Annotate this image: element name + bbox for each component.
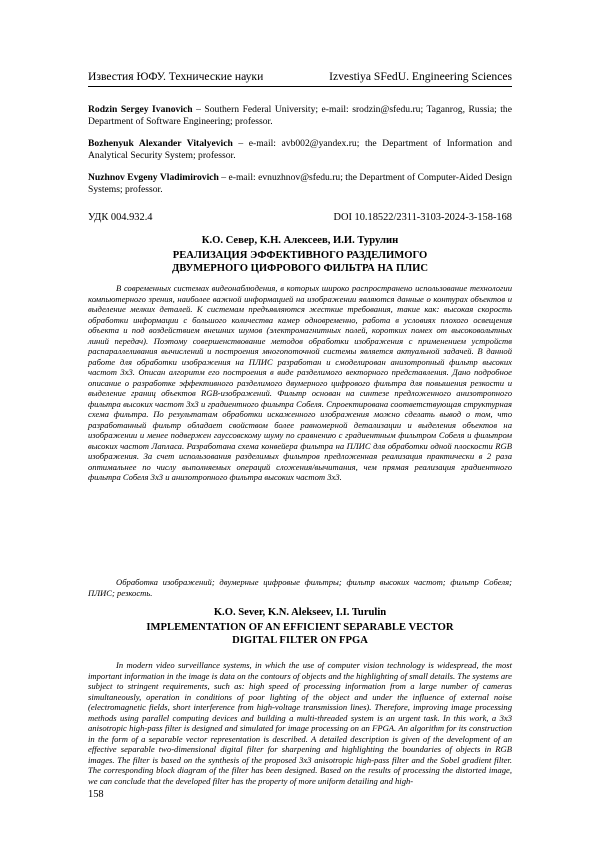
page-number: 158 [88, 789, 104, 800]
abstract-ru: В современных системах видеонаблюдения, в которых широко распространено использование технологии компьютерного зрения, наиболее важной информацией на изображении являются данные о контурах объектов и выделение мелких деталей. К системам предъявляются жесткие требования, такие как: высокая скорость обработки информации с большого количества камер одновременно, работа в условиях плохого освещения объекта и под воздействием внешних шумов (электромагнитных полей, коротких помех от высоковольтных линий передач). Поэтому совершенствование методов обработки изображения с применением устройств распараллеливания вычислений и построения многопоточной системы является актуальной задачей. В данной работе для обработки изображения на ПЛИС разработан и смоделирован анизотропный фильтр высоких частот 3x3. Описан алгоритм его построения в виде разделимого векторного представления. Дано подробное описание о разработке эффективного разделимого двумерного цифрового фильтра для повышения резкости и выделение границ объектов RGB-изображений. Фильтр основан на синтезе предложенного анизотропного фильтра высоких частот 3x3 и градиентного фильтра Собеля. Спроектирована соответствующая структурная схема фильтра. По результатам обработки искаженного изображения можно сделать вывод о том, что разработанный фильтр обладает свойством более равномерной детализации и выделения объектов на изображении и менее подвержен гауссовскому шуму по сравнению с градиентным фильтром Собеля и фильтром высоких частот Лапласа. Разработана схема конвейера фильтра на ПЛИС для обработки одной плоскости RGB изображения. За счет использования разделимых фильтров предложенная реализация практически в 2 раза оптимальнее по числу выполняемых операций сложения/вычитания, чем прямая реализация градиентного фильтра Собеля 3x3 и анизотропного фильтра высоких частот 3x3. [88, 283, 512, 482]
author-name: Rodzin Sergey Ivanovich [88, 104, 193, 115]
article-authors-en: K.O. Sever, K.N. Alekseev, I.I. Turulin [213, 607, 387, 618]
udk-code: УДК 004.932.4 [88, 212, 153, 223]
author-details: – e-mail: avb002@yandex.ru; the Department of Information and Analytical Security System; professor. [88, 138, 512, 161]
author-name: Nuzhnov Evgeny Vladimirovich [88, 172, 219, 183]
header-rule [88, 86, 512, 87]
article-authors-ru: К.О. Север, К.Н. Алексеев, И.И. Турулин [201, 235, 399, 246]
reference-row [88, 211, 512, 224]
author-info-1 [88, 104, 512, 128]
keywords-ru: Обработка изображений; двумерные цифровые фильтры; фильтр высоких частот; фильтр Собеля; ПЛИС; резкость. [88, 577, 512, 598]
running-header [88, 66, 512, 84]
author-info-3 [88, 172, 512, 196]
doi-code: DOI 10.18522/2311-3103-2024-3-158-168 [333, 212, 512, 223]
article-title-en: IMPLEMENTATION OF AN EFFICIENT SEPARABLE VECTOR DIGITAL FILTER ON FPGA [146, 622, 454, 646]
author-info-2 [88, 138, 512, 162]
header-journal-en: Izvestiya SFedU. Engineering Sciences [329, 70, 512, 83]
author-details: – e-mail: evnuzhnov@sfedu.ru; the Department of Computer-Aided Design Systems; professor. [88, 172, 512, 195]
author-name: Bozhenyuk Alexander Vitalyevich [88, 138, 233, 149]
header-journal-ru: Известия ЮФУ. Технические науки [88, 70, 264, 83]
article-title-ru: РЕАЛИЗАЦИЯ ЭФФЕКТИВНОГО РАЗДЕЛИМОГО ДВУМЕРНОГО ЦИФРОВОГО ФИЛЬТРА НА ПЛИС [171, 250, 429, 274]
abstract-en: In modern video surveillance systems, in which the use of computer vision technology is widespread, the most important information in the image is data on the contours of objects and the highlighting of small details. The systems are subject to stringent requirements, such as: high speed of processing information from a large number of cameras simultaneously, operation in conditions of poor lighting of the object and under the influence of external noise (electromagnetic fields, short interference from high-voltage transmission lines). Therefore, improving image processing methods using parallel computing devices and building a multi-threaded system is an urgent task. In this work, a 3x3 anisotropic high-pass filter is designed and simulated for image processing on an FPGA. An algorithm for its construction in the form of a separable vector representation is described. A detailed description is given of the development of an effective separable two-dimensional digital filter for sharpening and highlighting the boundaries of objects in RGB images. The filter is based on the synthesis of the proposed 3x3 anisotropic high-pass filter and the Sobel gradient filter. The corresponding block diagram of the filter has been designed. Based on the results of processing the distorted image, we can conclude that the developed filter has the property of more uniform detailing and high- [88, 660, 512, 786]
authors-info-block [88, 104, 512, 206]
author-details: – Southern Federal University; e-mail: srodzin@sfedu.ru; Taganrog, Russia; the Department of Software Engineering; professor. [88, 104, 512, 127]
